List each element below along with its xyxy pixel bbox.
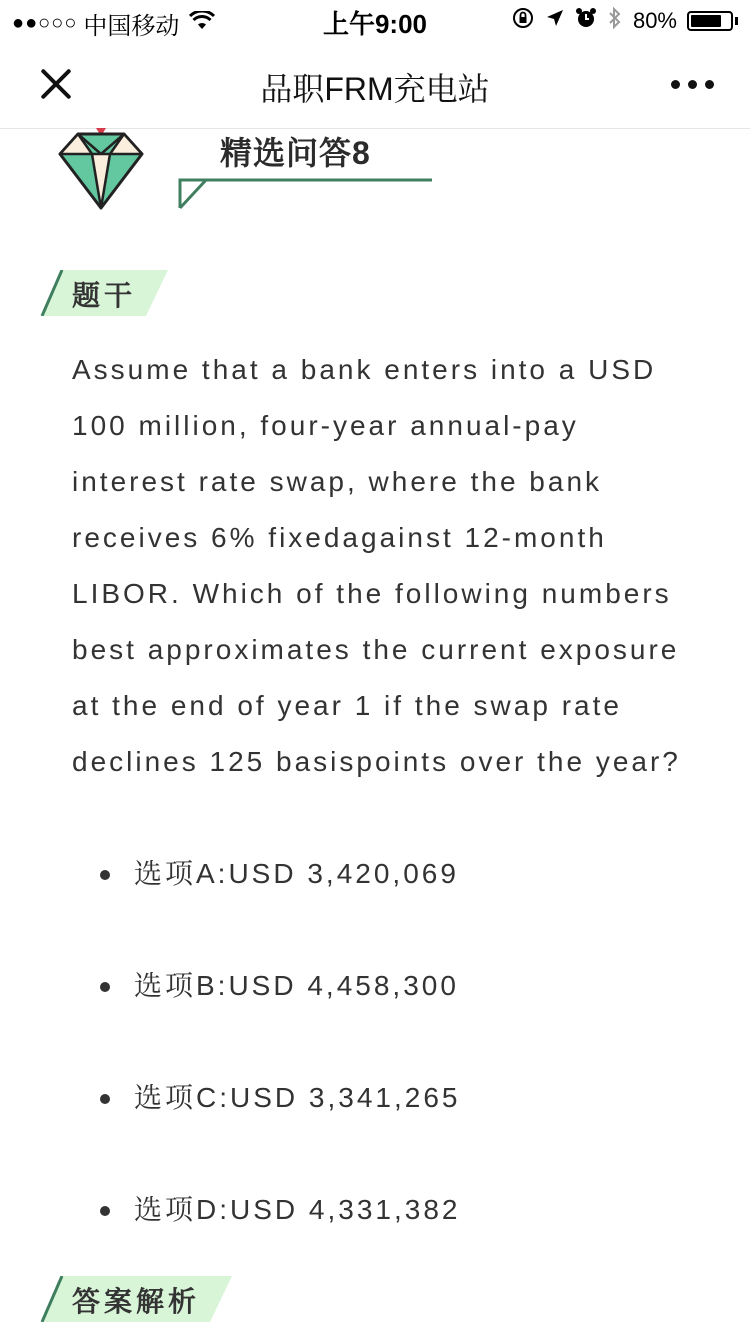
option-c: 选项C:USD 3,341,265 [100, 1070, 460, 1182]
option-list [100, 846, 460, 1294]
stem-label-text: 题干 [72, 280, 137, 311]
battery-percent: 80% [632, 8, 677, 33]
status-time: 上午9:00 [322, 9, 428, 39]
question-stem: Assume that a bank enters into a USD 100 million, four-year annual-pay interest rate swap, where the bank receives 6% fixedagainst 12-month LIBOR. Which of the following numbers best approximates the current exposure at the end of year 1 if the swap rate declines 125 basispoints over the year? [72, 354, 681, 777]
option-a: 选项A:USD 3,420,069 [100, 846, 460, 958]
bluetooth-icon [607, 6, 623, 36]
page-title: 品职FRM充电站 [260, 71, 490, 107]
more-options-icon[interactable] [671, 80, 714, 89]
option-d: 选项D:USD 4,331,382 [100, 1182, 460, 1294]
battery-tip [735, 17, 738, 25]
rotation-lock-icon [511, 6, 535, 36]
nav-bar [0, 40, 750, 129]
stem-section-label [40, 270, 170, 316]
status-bar [0, 0, 750, 40]
location-icon [545, 8, 565, 34]
carrier-name: 中国移动 [83, 13, 180, 40]
answer-section-label [40, 1276, 234, 1322]
status-right [511, 6, 738, 36]
battery-level [691, 15, 721, 27]
signal-strength-icon: ●●○○○ [12, 12, 78, 34]
alarm-icon [575, 7, 597, 35]
battery-icon [687, 11, 733, 31]
option-b: 选项B:USD 4,458,300 [100, 958, 460, 1070]
question-title: 精选问答8 [220, 135, 371, 171]
answer-label-text: 答案解析 [72, 1286, 201, 1317]
title-underline [176, 170, 432, 212]
diamond-icon [56, 126, 146, 212]
